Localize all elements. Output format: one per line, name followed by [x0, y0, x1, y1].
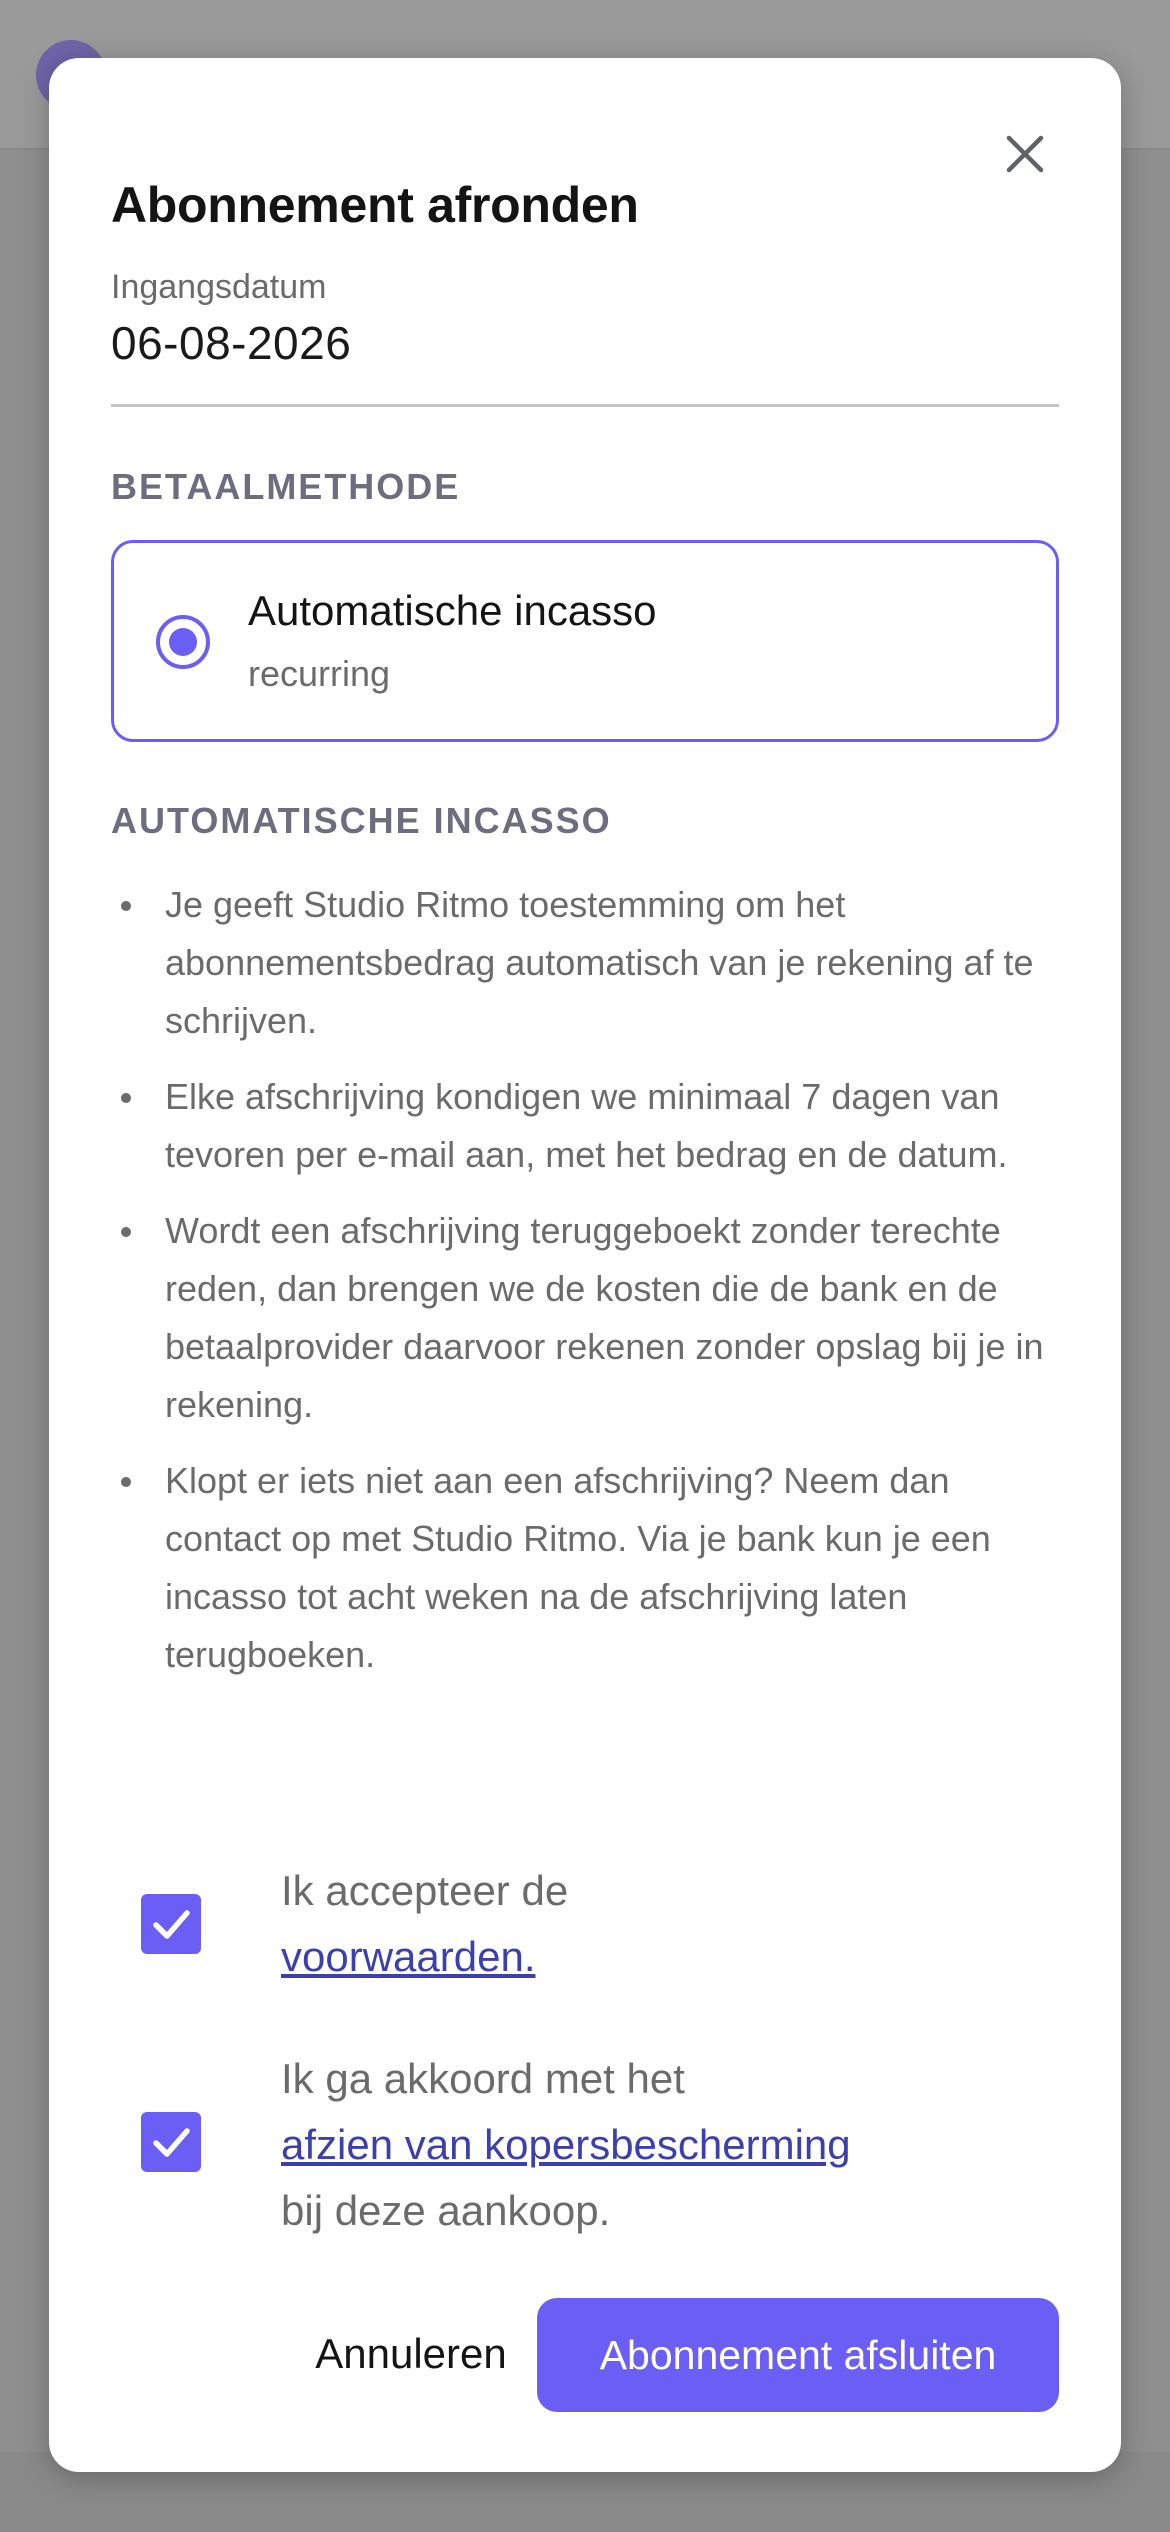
direct-debit-info-list [111, 876, 1071, 1702]
terms-consent-text [281, 1858, 1061, 1990]
list-item: Wordt een afschrijving teruggeboekt zonder terechte reden, dan brengen we de kosten die de bank en de betaalprovider daarvoor rekenen zonder opslag bij je in rekening. [111, 1202, 1071, 1434]
terms-link[interactable]: voorwaarden. [281, 1933, 536, 1980]
close-icon [1005, 134, 1045, 174]
buyer-protection-link[interactable]: afzien van kopersbescherming [281, 2121, 851, 2168]
direct-debit-heading: AUTOMATISCHE INCASSO [111, 800, 612, 841]
confirm-subscription-button[interactable]: Abonnement afsluiten [537, 2298, 1059, 2412]
start-date-underline [111, 404, 1059, 407]
buyer-protection-consent-text [281, 2046, 1061, 2244]
close-button[interactable] [995, 124, 1055, 184]
payment-option-direct-debit[interactable] [111, 540, 1059, 742]
buyer-protection-checkbox[interactable] [141, 2112, 201, 2172]
modal-title: Abonnement afronden [111, 177, 639, 233]
buyer-protection-prefix: Ik ga akkoord met het [281, 2055, 685, 2102]
radio-dot [169, 628, 197, 656]
terms-checkbox[interactable] [141, 1894, 201, 1954]
checkmark-icon [150, 2121, 192, 2163]
list-item: Klopt er iets niet aan een afschrijving? Neem dan contact op met Studio Ritmo. Via je bank kun je een incasso tot acht weken na de afschrijving laten terugboeken. [111, 1452, 1071, 1684]
subscription-modal [49, 58, 1121, 2472]
payment-option-title: Automatische incasso [248, 587, 657, 634]
payment-method-heading: BETAALMETHODE [111, 466, 461, 507]
buyer-protection-suffix: bij deze aankoop. [281, 2187, 611, 2234]
radio-selected-icon[interactable] [156, 615, 210, 669]
payment-option-subtitle: recurring [248, 653, 391, 694]
list-item: Elke afschrijving kondigen we minimaal 7 dagen van tevoren per e-mail aan, met het bedrag en de datum. [111, 1068, 1071, 1184]
checkmark-icon [150, 1903, 192, 1945]
cancel-button[interactable]: Annuleren [261, 2298, 561, 2410]
start-date-label: Ingangsdatum [111, 268, 327, 306]
terms-consent-prefix: Ik accepteer de [281, 1867, 569, 1914]
start-date-field[interactable]: 06-08-2026 [111, 317, 352, 369]
list-item: Je geeft Studio Ritmo toestemming om het abonnementsbedrag automatisch van je rekening af te schrijven. [111, 876, 1071, 1050]
